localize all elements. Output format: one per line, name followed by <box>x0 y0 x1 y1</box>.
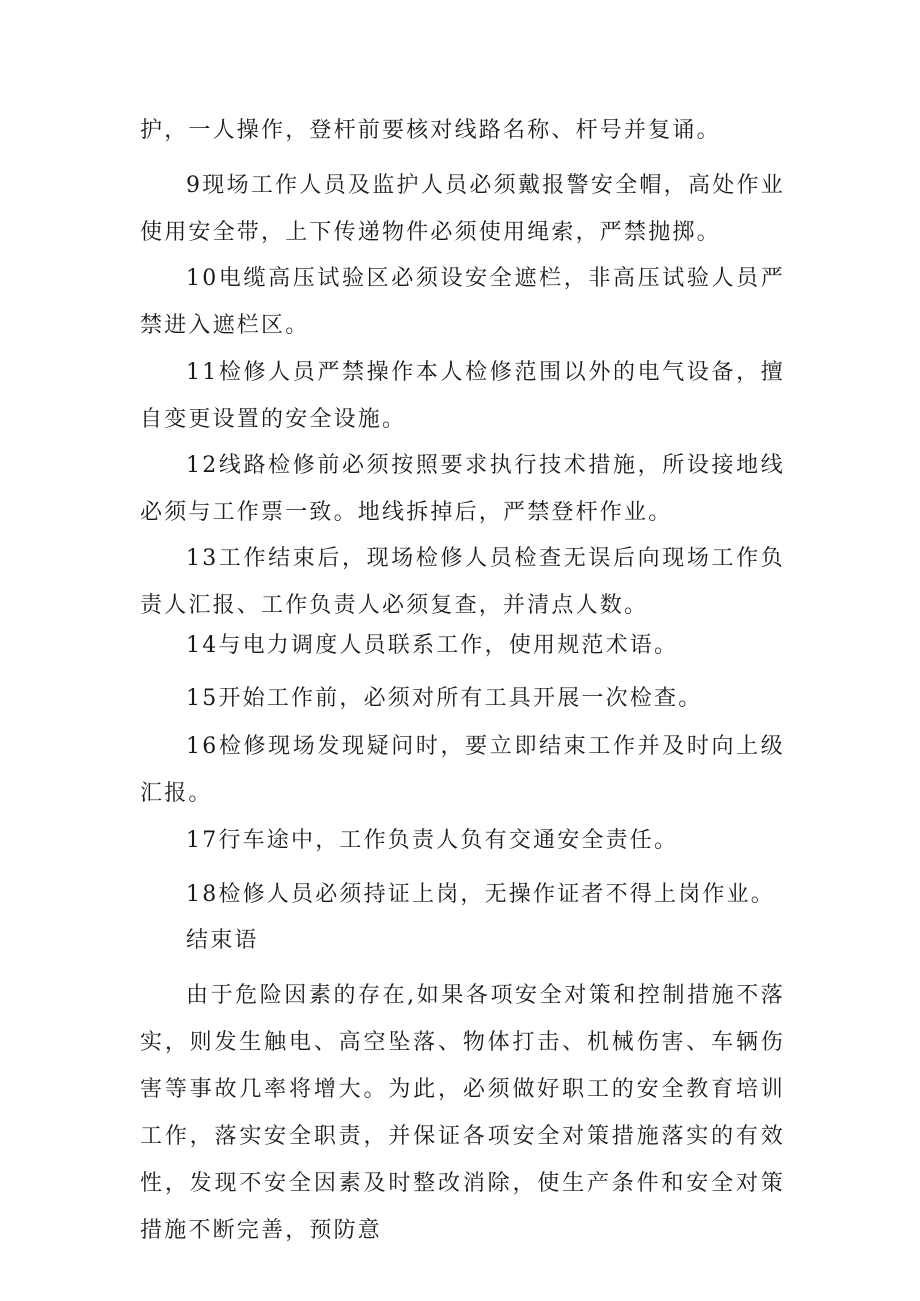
paragraph-item-12: 12线路检修前必须按照要求执行技术措施，所设接地线必须与工作票一致。地线拆掉后，严禁登杆作业。 <box>140 453 785 525</box>
paragraph-continued: 护，一人操作，登杆前要核对线路名称、杆号并复诵。 <box>140 118 721 143</box>
paragraph-item-13: 13工作结束后，现场检修人员检查无误后向现场工作负责人汇报、工作负责人必须复查，并清点人数。 <box>140 546 785 618</box>
paragraph-item-14: 14与电力调度人员联系工作，使用规范术语。 <box>186 633 679 658</box>
paragraph-item-9: 9现场工作人员及监护人员必须戴报警安全帽，高处作业使用安全带，上下传递物件必须使用绳索，严禁抛掷。 <box>140 173 785 245</box>
paragraph-item-10: 10电缆高压试验区必须设安全遮栏，非高压试验人员严禁进入遮栏区。 <box>140 266 785 338</box>
section-heading-conclusion: 结束语 <box>186 928 259 953</box>
paragraph-item-15: 15开始工作前，必须对所有工具开展一次检查。 <box>186 686 703 711</box>
paragraph-item-17: 17行车途中，工作负责人负有交通安全责任。 <box>186 828 679 853</box>
paragraph-conclusion: 由于危险因素的存在,如果各项安全对策和控制措施不落实，则发生触电、高空坠落、物体打击、机械伤害、车辆伤害等事故几率将增大。为此，必须做好职工的安全教育培训工作，落实安全职责，并保证各项安全对策措施落实的有效性，发现不安全因素及时整改消除，使生产条件和安全对策措施不断完善，预防意 <box>140 983 785 1243</box>
paragraph-item-18: 18检修人员必须持证上岗，无操作证者不得上岗作业。 <box>186 882 775 907</box>
paragraph-item-16: 16检修现场发现疑问时，要立即结束工作并及时向上级汇报。 <box>140 734 785 806</box>
paragraph-item-11: 11检修人员严禁操作本人检修范围以外的电气设备，擅自变更设置的安全设施。 <box>140 360 785 432</box>
